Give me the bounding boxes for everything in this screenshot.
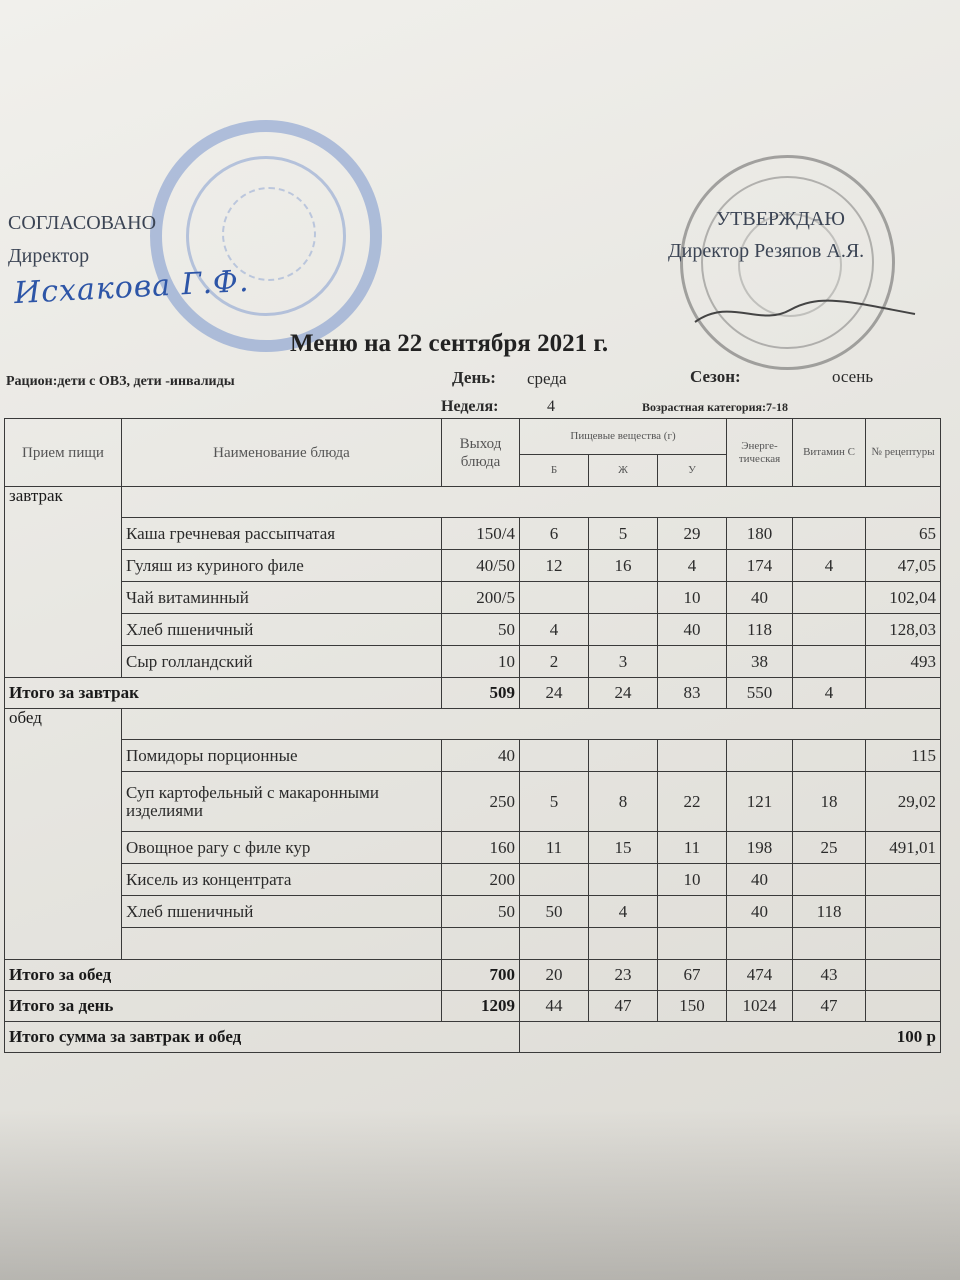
total-label: Итого за завтрак	[5, 678, 442, 709]
cell-vit: 25	[793, 832, 866, 864]
menu-table	[4, 418, 941, 1053]
week-value: 4	[547, 398, 555, 415]
cell-vit	[793, 928, 866, 960]
empty-cell	[122, 709, 941, 740]
cell-b: 50	[520, 896, 589, 928]
col-recipe: № рецептуры	[866, 419, 941, 487]
cell-recipe	[866, 896, 941, 928]
table-row	[5, 614, 941, 646]
season-label: Сезон:	[690, 367, 741, 386]
total-u: 150	[658, 991, 727, 1022]
cell-yield: 200/5	[442, 582, 520, 614]
total-yield: 700	[442, 960, 520, 991]
table-row	[5, 518, 941, 550]
total-vit: 47	[793, 991, 866, 1022]
dish-name: Хлеб пшеничный	[122, 614, 442, 646]
cell-vit	[793, 864, 866, 896]
cell-recipe: 128,03	[866, 614, 941, 646]
col-u: У	[658, 455, 727, 487]
table-row	[5, 550, 941, 582]
cell-zh: 16	[589, 550, 658, 582]
cell-yield: 200	[442, 864, 520, 896]
season-value: осень	[832, 367, 874, 386]
cell-b	[520, 864, 589, 896]
col-vitamin: Витамин С	[793, 419, 866, 487]
cell-energy: 174	[727, 550, 793, 582]
cell-zh: 4	[589, 896, 658, 928]
cell-recipe	[866, 928, 941, 960]
cell-zh: 8	[589, 772, 658, 832]
cell-zh: 15	[589, 832, 658, 864]
table-row	[5, 582, 941, 614]
dish-name: Чай витаминный	[122, 582, 442, 614]
cell-u: 11	[658, 832, 727, 864]
cell-zh: 3	[589, 646, 658, 678]
approved-left-heading: СОГЛАСОВАНО	[8, 212, 157, 234]
cell-u	[658, 646, 727, 678]
total-recipe	[866, 991, 941, 1022]
total-recipe	[866, 960, 941, 991]
sum-total-value: 100 р	[520, 1022, 941, 1053]
col-zh: Ж	[589, 455, 658, 487]
day-label: День:	[452, 368, 496, 387]
cell-zh	[589, 928, 658, 960]
cell-u	[658, 896, 727, 928]
col-nutrients: Пищевые вещества (г)	[520, 419, 727, 455]
total-vit: 4	[793, 678, 866, 709]
cell-u: 22	[658, 772, 727, 832]
cell-b	[520, 582, 589, 614]
empty-cell	[122, 487, 941, 518]
cell-recipe: 29,02	[866, 772, 941, 832]
menu-body	[5, 487, 941, 1053]
breakfast-total-row	[5, 678, 941, 709]
cell-energy: 198	[727, 832, 793, 864]
cell-b: 12	[520, 550, 589, 582]
cell-u	[658, 928, 727, 960]
cell-energy	[727, 928, 793, 960]
cell-b: 4	[520, 614, 589, 646]
blue-seal-stamp	[150, 120, 382, 352]
cell-energy	[727, 740, 793, 772]
total-yield: 509	[442, 678, 520, 709]
total-energy: 550	[727, 678, 793, 709]
cell-b: 6	[520, 518, 589, 550]
cell-u: 40	[658, 614, 727, 646]
cell-vit	[793, 518, 866, 550]
cell-u: 10	[658, 864, 727, 896]
cell-zh: 5	[589, 518, 658, 550]
week-label: Неделя:	[441, 398, 499, 415]
page-title: Меню на 22 сентября 2021 г.	[290, 330, 609, 357]
total-energy: 474	[727, 960, 793, 991]
cell-vit: 18	[793, 772, 866, 832]
table-row	[5, 832, 941, 864]
cell-energy: 38	[727, 646, 793, 678]
cell-recipe: 65	[866, 518, 941, 550]
cell-b	[520, 928, 589, 960]
cell-recipe: 491,01	[866, 832, 941, 864]
director-right-label: Директор Резяпов А.Я.	[668, 240, 865, 262]
dish-name: Каша гречневая рассыпчатая	[122, 518, 442, 550]
total-zh: 24	[589, 678, 658, 709]
cell-yield: 40	[442, 740, 520, 772]
total-u: 83	[658, 678, 727, 709]
table-row	[5, 646, 941, 678]
col-meal: Прием пищи	[5, 419, 122, 487]
approved-right-heading: УТВЕРЖДАЮ	[716, 208, 845, 230]
cell-yield	[442, 928, 520, 960]
cell-b: 5	[520, 772, 589, 832]
cell-recipe: 115	[866, 740, 941, 772]
dish-name: Сыр голландский	[122, 646, 442, 678]
col-dish: Наименование блюда	[122, 419, 442, 487]
cell-vit: 118	[793, 896, 866, 928]
total-b: 20	[520, 960, 589, 991]
cell-vit: 4	[793, 550, 866, 582]
total-b: 24	[520, 678, 589, 709]
col-energy: Энерге-тическая	[727, 419, 793, 487]
cell-u: 4	[658, 550, 727, 582]
total-zh: 47	[589, 991, 658, 1022]
table-row	[5, 896, 941, 928]
cell-vit	[793, 614, 866, 646]
total-zh: 23	[589, 960, 658, 991]
cell-recipe: 493	[866, 646, 941, 678]
cell-energy: 121	[727, 772, 793, 832]
cell-recipe: 47,05	[866, 550, 941, 582]
cell-recipe	[866, 864, 941, 896]
dish-name: Хлеб пшеничный	[122, 896, 442, 928]
col-b: Б	[520, 455, 589, 487]
dish-name: Кисель из концентрата	[122, 864, 442, 896]
signature-right-scribble	[690, 292, 920, 332]
cell-zh	[589, 864, 658, 896]
dish-name	[122, 928, 442, 960]
cell-yield: 250	[442, 772, 520, 832]
lunch-total-row	[5, 960, 941, 991]
dish-name: Гуляш из куриного филе	[122, 550, 442, 582]
col-yield: Выход блюда	[442, 419, 520, 487]
total-u: 67	[658, 960, 727, 991]
cell-yield: 40/50	[442, 550, 520, 582]
cell-energy: 40	[727, 864, 793, 896]
day-value: среда	[527, 369, 567, 388]
cell-u	[658, 740, 727, 772]
cell-u: 10	[658, 582, 727, 614]
total-recipe	[866, 678, 941, 709]
cell-energy: 40	[727, 896, 793, 928]
cell-b: 2	[520, 646, 589, 678]
total-energy: 1024	[727, 991, 793, 1022]
dish-name: Овощное рагу с филе кур	[122, 832, 442, 864]
cell-yield: 160	[442, 832, 520, 864]
cell-energy: 118	[727, 614, 793, 646]
cell-zh	[589, 740, 658, 772]
table-row	[5, 864, 941, 896]
table-row	[5, 740, 941, 772]
table-row	[5, 772, 941, 832]
lunch-header-row	[5, 709, 941, 740]
cell-b	[520, 740, 589, 772]
cell-b: 11	[520, 832, 589, 864]
total-label: Итого за день	[5, 991, 442, 1022]
sum-total-label: Итого сумма за завтрак и обед	[5, 1022, 520, 1053]
cell-yield: 150/4	[442, 518, 520, 550]
sum-total-row	[5, 1022, 941, 1053]
dish-name: Суп картофельный с макаронными изделиями	[122, 772, 442, 832]
ration-label: Рацион:дети с ОВЗ, дети -инвалиды	[6, 374, 235, 389]
total-yield: 1209	[442, 991, 520, 1022]
cell-vit	[793, 740, 866, 772]
cell-vit	[793, 646, 866, 678]
cell-recipe: 102,04	[866, 582, 941, 614]
cell-energy: 40	[727, 582, 793, 614]
cell-zh	[589, 582, 658, 614]
lunch-label: обед	[5, 709, 122, 960]
breakfast-header-row	[5, 487, 941, 518]
cell-vit	[793, 582, 866, 614]
cell-yield: 10	[442, 646, 520, 678]
cell-yield: 50	[442, 896, 520, 928]
total-vit: 43	[793, 960, 866, 991]
cell-u: 29	[658, 518, 727, 550]
table-row	[5, 928, 941, 960]
dish-name: Помидоры порционные	[122, 740, 442, 772]
breakfast-label: завтрак	[5, 487, 122, 678]
day-total-row	[5, 991, 941, 1022]
cell-zh	[589, 614, 658, 646]
director-left-label: Директор	[8, 245, 90, 267]
total-b: 44	[520, 991, 589, 1022]
age-category-label: Возрастная категория:7-18	[642, 400, 788, 414]
cell-yield: 50	[442, 614, 520, 646]
cell-energy: 180	[727, 518, 793, 550]
total-label: Итого за обед	[5, 960, 442, 991]
signature-left: Исхакова Г.Ф.	[13, 263, 251, 312]
